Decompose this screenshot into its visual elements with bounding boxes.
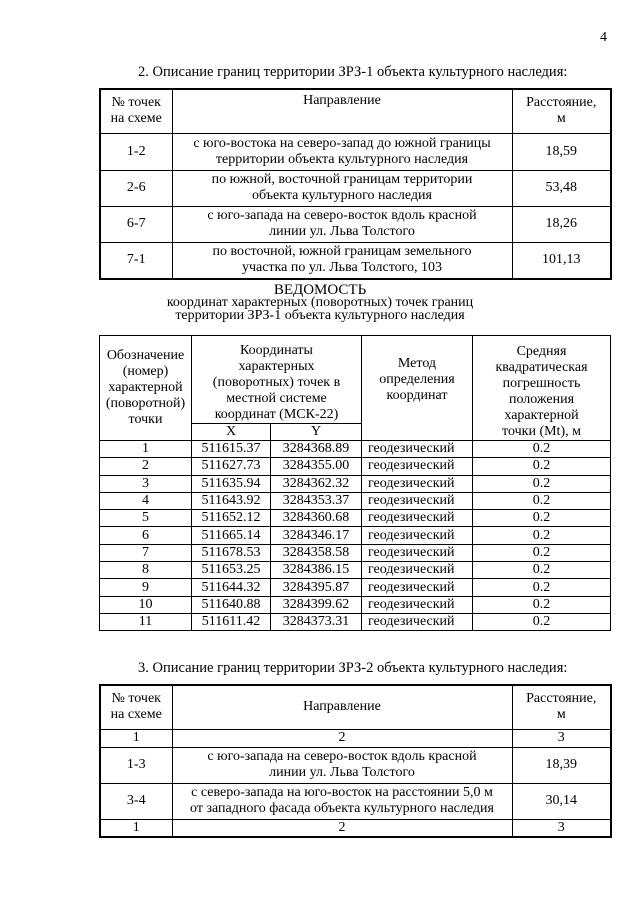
- method-cell: геодезический: [362, 544, 473, 561]
- method-cell: геодезический: [362, 562, 473, 579]
- points-cell: 7-1: [100, 242, 172, 279]
- table-row: [100, 527, 611, 544]
- distance-cell: 18,39: [512, 747, 611, 783]
- point-number-cell: 5: [100, 510, 192, 527]
- x-coordinate-cell: 511627.73: [192, 458, 271, 475]
- point-number-cell: 9: [100, 579, 192, 596]
- mt-cell: 0.2: [473, 613, 611, 630]
- table-row: [100, 747, 611, 783]
- vedomost-subtitle-line2: территории ЗРЗ-1 объекта культурного наследия: [175, 308, 465, 323]
- mt-cell: 0.2: [473, 458, 611, 475]
- x-coordinate-cell: 511665.14: [192, 527, 271, 544]
- points-cell: 3-4: [100, 783, 172, 819]
- col-mt-header: Средняя квадратическая погрешность положения характерной точки (Mt), м: [473, 336, 611, 441]
- point-number-cell: 10: [100, 596, 192, 613]
- y-coordinate-cell: 3284358.58: [271, 544, 362, 561]
- y-coordinate-cell: 3284355.00: [271, 458, 362, 475]
- point-number-cell: 8: [100, 562, 192, 579]
- distance-cell: 30,14: [512, 783, 611, 819]
- x-coordinate-cell: 511611.42: [192, 613, 271, 630]
- table-row: [100, 492, 611, 509]
- y-coordinate-cell: 3284362.32: [271, 475, 362, 492]
- y-coordinate-cell: 3284360.68: [271, 510, 362, 527]
- y-coordinate-cell: 3284373.31: [271, 613, 362, 630]
- mt-cell: 0.2: [473, 527, 611, 544]
- vedomost-title: ВЕДОМОСТЬ: [273, 282, 367, 298]
- x-coordinate-cell: 511643.92: [192, 492, 271, 509]
- coordinates-table: [99, 335, 611, 631]
- points-cell: 1-3: [100, 747, 172, 783]
- direction-cell: с северо-запада на юго-восток на расстоянии 5,0 м от западного фасада объекта культурного наследия: [172, 783, 512, 819]
- points-cell: 2-6: [100, 170, 172, 206]
- table-row: [100, 458, 611, 475]
- y-coordinate-cell: 3284399.62: [271, 596, 362, 613]
- table-row: [100, 579, 611, 596]
- y-coordinate-cell: 3284346.17: [271, 527, 362, 544]
- section3-heading: 3. Описание границ территории ЗРЗ-2 объекта культурного наследия:: [138, 660, 568, 676]
- table-row: [100, 133, 611, 170]
- section3-table: [99, 684, 612, 838]
- point-number-cell: 2: [100, 458, 192, 475]
- mt-cell: 0.2: [473, 579, 611, 596]
- distance-cell: 18,59: [512, 133, 611, 170]
- method-cell: геодезический: [362, 510, 473, 527]
- mt-cell: 0.2: [473, 562, 611, 579]
- point-number-cell: 7: [100, 544, 192, 561]
- method-cell: геодезический: [362, 579, 473, 596]
- column-number: 1: [100, 819, 172, 837]
- col-points-header: № точек на схеме: [100, 89, 172, 133]
- section2-heading: 2. Описание границ территории ЗРЗ-1 объекта культурного наследия:: [138, 64, 568, 80]
- point-number-cell: 6: [100, 527, 192, 544]
- table-row: [100, 613, 611, 630]
- mt-cell: 0.2: [473, 544, 611, 561]
- col-x-header: X: [192, 424, 271, 441]
- direction-cell: с юго-востока на северо-запад до южной границы территории объекта культурного наследия: [172, 133, 512, 170]
- col-distance-header: Расстояние, м: [512, 685, 611, 729]
- table-row: [100, 562, 611, 579]
- table-row: [100, 475, 611, 492]
- y-coordinate-cell: 3284353.37: [271, 492, 362, 509]
- column-number: 2: [172, 819, 512, 837]
- col-method-header: Метод определения координат: [362, 336, 473, 441]
- table-row: [100, 170, 611, 206]
- point-number-cell: 11: [100, 613, 192, 630]
- table-row: [100, 544, 611, 561]
- section2-table: [99, 88, 612, 280]
- col-y-header: Y: [271, 424, 362, 441]
- method-cell: геодезический: [362, 613, 473, 630]
- x-coordinate-cell: 511678.53: [192, 544, 271, 561]
- table-row: [100, 242, 611, 279]
- col-coordinates-header: Координаты характерных (поворотных) точек в местной системе координат (МСК-22): [192, 336, 362, 424]
- x-coordinate-cell: 511635.94: [192, 475, 271, 492]
- mt-cell: 0.2: [473, 492, 611, 509]
- column-number-row: [100, 729, 611, 747]
- column-number: 2: [172, 729, 512, 747]
- method-cell: геодезический: [362, 441, 473, 458]
- y-coordinate-cell: 3284368.89: [271, 441, 362, 458]
- method-cell: геодезический: [362, 527, 473, 544]
- col-number-header: Обозначение (номер) характерной (поворотной) точки: [100, 336, 192, 441]
- mt-cell: 0.2: [473, 510, 611, 527]
- column-number: 3: [512, 729, 611, 747]
- point-number-cell: 4: [100, 492, 192, 509]
- method-cell: геодезический: [362, 492, 473, 509]
- distance-cell: 53,48: [512, 170, 611, 206]
- direction-cell: по восточной, южной границам земельного участка по ул. Льва Толстого, 103: [172, 242, 512, 279]
- col-points-header: № точек на схеме: [100, 685, 172, 729]
- column-number: 3: [512, 819, 611, 837]
- direction-cell: по южной, восточной границам территории объекта культурного наследия: [172, 170, 512, 206]
- point-number-cell: 3: [100, 475, 192, 492]
- mt-cell: 0.2: [473, 596, 611, 613]
- mt-cell: 0.2: [473, 475, 611, 492]
- col-distance-header: Расстояние, м: [512, 89, 611, 133]
- x-coordinate-cell: 511640.88: [192, 596, 271, 613]
- col-direction-header: Направление: [172, 685, 512, 729]
- y-coordinate-cell: 3284386.15: [271, 562, 362, 579]
- column-number: 1: [100, 729, 172, 747]
- table-row: [100, 596, 611, 613]
- points-cell: 1-2: [100, 133, 172, 170]
- method-cell: геодезический: [362, 596, 473, 613]
- page-number: 4: [600, 30, 607, 45]
- mt-cell: 0.2: [473, 441, 611, 458]
- table-row: [100, 510, 611, 527]
- x-coordinate-cell: 511653.25: [192, 562, 271, 579]
- column-number-row: [100, 819, 611, 837]
- table-row: [100, 206, 611, 242]
- col-direction-header: Направление: [172, 89, 512, 133]
- points-cell: 6-7: [100, 206, 172, 242]
- distance-cell: 18,26: [512, 206, 611, 242]
- table-row: [100, 783, 611, 819]
- direction-cell: с юго-запада на северо-восток вдоль красной линии ул. Льва Толстого: [172, 206, 512, 242]
- direction-cell: с юго-запада на северо-восток вдоль красной линии ул. Льва Толстого: [172, 747, 512, 783]
- method-cell: геодезический: [362, 458, 473, 475]
- distance-cell: 101,13: [512, 242, 611, 279]
- point-number-cell: 1: [100, 441, 192, 458]
- x-coordinate-cell: 511652.12: [192, 510, 271, 527]
- vedomost-subtitle-line1: координат характерных (поворотных) точек границ: [166, 295, 474, 310]
- table-row: [100, 441, 611, 458]
- x-coordinate-cell: 511615.37: [192, 441, 271, 458]
- method-cell: геодезический: [362, 475, 473, 492]
- x-coordinate-cell: 511644.32: [192, 579, 271, 596]
- y-coordinate-cell: 3284395.87: [271, 579, 362, 596]
